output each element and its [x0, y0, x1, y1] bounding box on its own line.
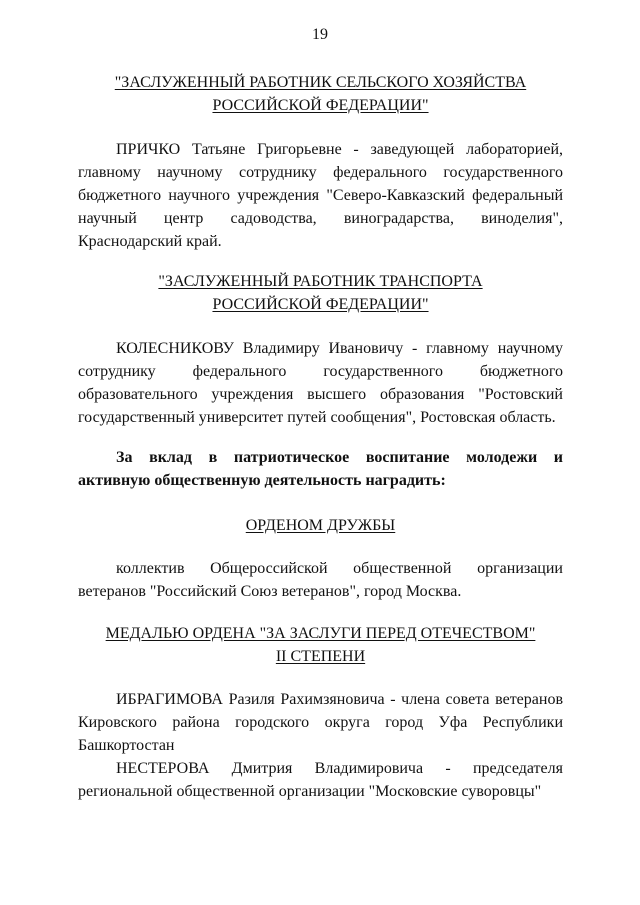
- section-heading-medal: [78, 622, 563, 668]
- entry-text: ИБРАГИМОВА Разиля Рахимзяновича - члена совета ветеранов Кировского района городского округа город Уфа Республики Башкортостан: [78, 691, 563, 754]
- section-heading-line: МЕДАЛЬЮ ОРДЕНА "ЗА ЗАСЛУГИ ПЕРЕД ОТЕЧЕСТВОМ": [105, 625, 536, 642]
- section-heading-line: "ЗАСЛУЖЕННЫЙ РАБОТНИК ТРАНСПОРТА: [158, 273, 483, 290]
- section-heading-line: ОРДЕНОМ ДРУЖБЫ: [245, 517, 396, 534]
- award-statement-text: За вклад в патриотическое воспитание молодежи и активную общественную деятельность наградить:: [78, 449, 563, 489]
- section-heading-transport: [78, 270, 563, 316]
- award-entry-veterans-union: [78, 557, 563, 603]
- award-entries-medal: [78, 688, 563, 803]
- entry-text: КОЛЕСНИКОВУ Владимиру Ивановичу - главному научному сотруднику федерального государственного бюджетного образовательного учреждения высшего образования "Ростовский государственный университет путей сообщения", Ростовская область.: [78, 340, 563, 426]
- entry-text: коллектив Общероссийской общественной организации ветеранов "Российский Союз ветеранов", город Москва.: [78, 560, 563, 600]
- entry-text: ПРИЧКО Татьяне Григорьевне - заведующей лабораторией, главному научному сотруднику федерального государственного бюджетного научного учреждения "Северо-Кавказский федеральный научный центр садоводства, виноградарства, виноделия", Краснодарский край.: [78, 141, 563, 250]
- section-heading-order-of-friendship: [78, 514, 563, 537]
- entry-text: НЕСТЕРОВА Дмитрия Владимировича - председателя региональной общественной организации "Московские суворовцы": [78, 760, 563, 800]
- section-heading-line: РОССИЙСКОЙ ФЕДЕРАЦИИ": [212, 296, 429, 313]
- page-number: 19: [312, 26, 328, 43]
- section-heading-line: "ЗАСЛУЖЕННЫЙ РАБОТНИК СЕЛЬСКОГО ХОЗЯЙСТВА: [114, 74, 527, 91]
- award-entry-kolesnikov: [78, 337, 563, 429]
- section-heading-agriculture: [78, 71, 563, 117]
- section-heading-line: II СТЕПЕНИ: [275, 648, 366, 665]
- section-heading-line: РОССИЙСКОЙ ФЕДЕРАЦИИ": [212, 97, 429, 114]
- award-statement: [78, 446, 563, 492]
- award-entry-prichko: [78, 138, 563, 253]
